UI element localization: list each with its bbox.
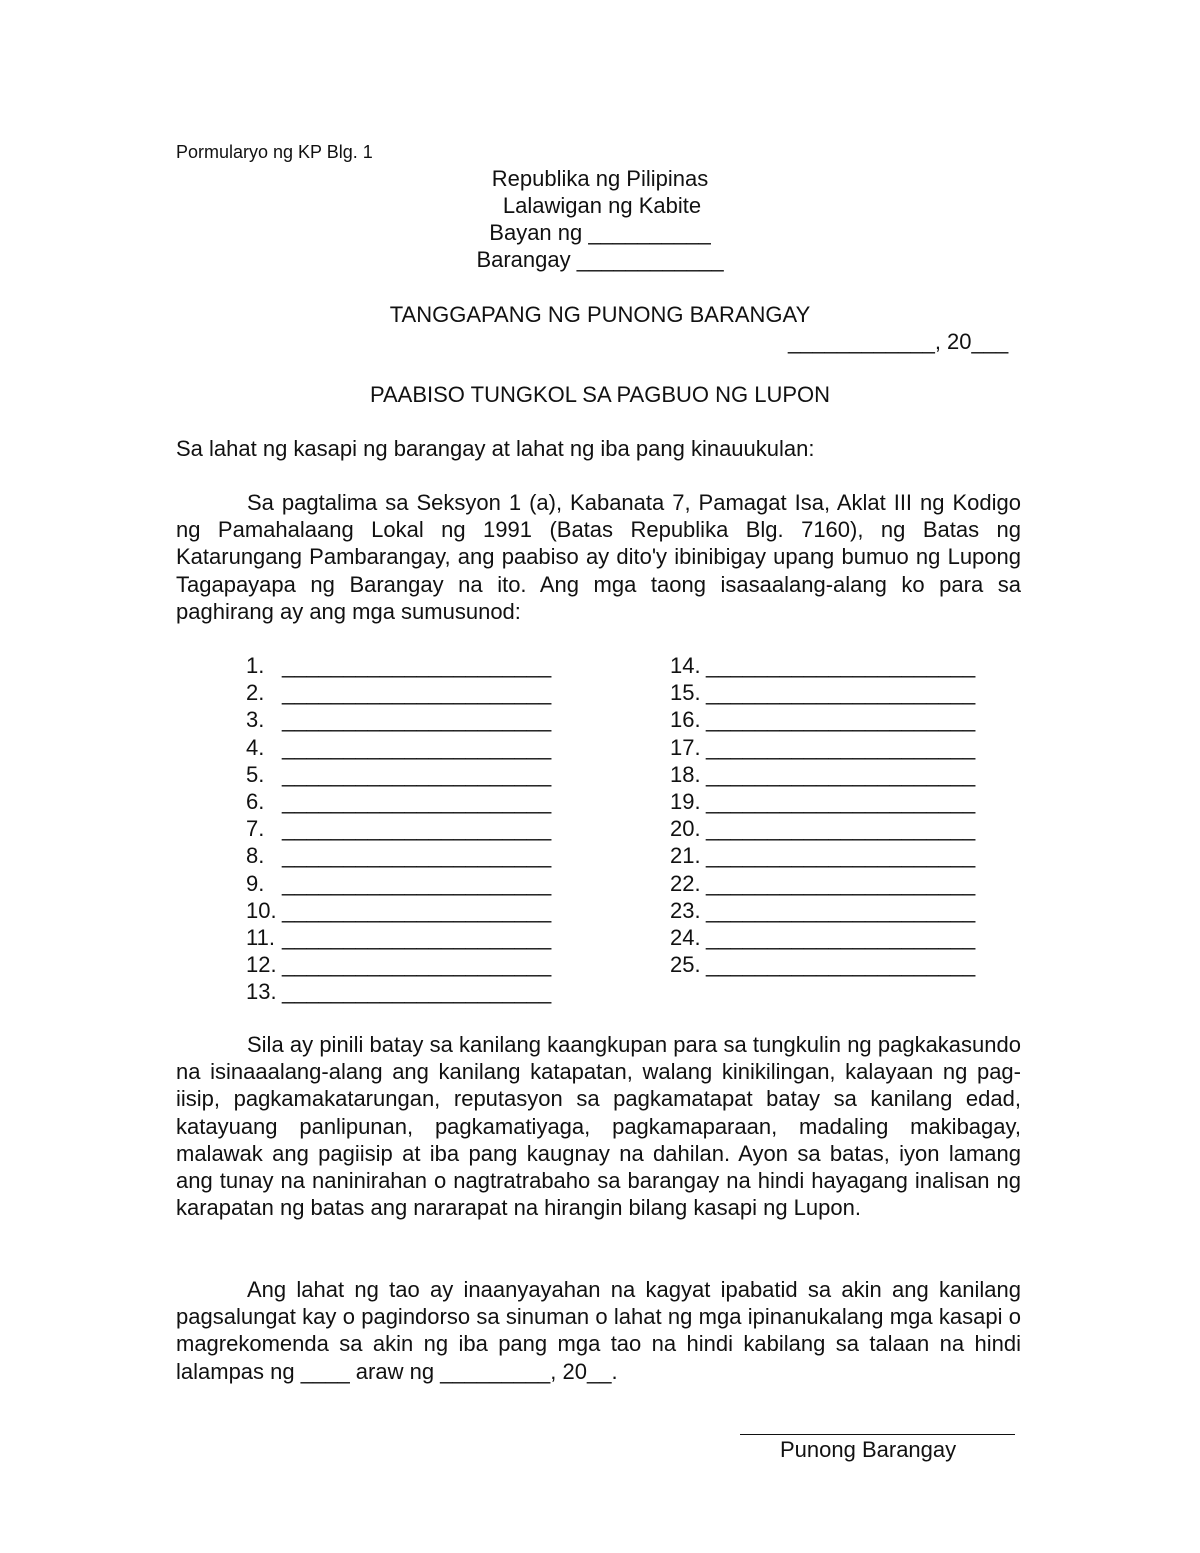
list-item-number: 2.	[246, 680, 265, 706]
list-item-blank: ______________________	[282, 734, 552, 760]
list-item-blank: ______________________	[706, 761, 976, 787]
list-item-number: 1.	[246, 653, 265, 678]
list-item-number: 13.	[246, 979, 277, 1005]
list-item-number: 22.	[670, 870, 701, 896]
list-item-number: 3.	[246, 707, 265, 733]
list-item-blank: ______________________	[282, 761, 552, 787]
list-item-blank: ______________________	[282, 816, 552, 842]
list-item-number: 9.	[246, 870, 265, 896]
paragraph-intro-text: Sa pagtalima sa Seksyon 1 (a), Kabanata 7, Pamagat Isa, Aklat III ng Kodigo ng Pamahalaang Lokal ng 1991 (Batas Republika Blg. 7160), ng Batas ng Katarungang Pambarangay, ang paabiso ay dito'y ibinibigay upang bumuo ng Lupong Tagapayapa ng Barangay na ito. Ang mga taong isasaalang-alang ko para sa paghirang ay ang mga sumusunod:	[176, 490, 1021, 624]
paragraph-criteria-text: Sila ay pinili batay sa kanilang kaangkupan para sa tungkulin ng pagkakasundo na isinaaalang-alang ang kanilang katapatan, walang kinikilingan, kalayaan ng pag-iisip, pagkamakatarungan, reputasyon sa pagkamatapat batay sa kanilang edad, katayuang panlipunan, pagkamatiyaga, pagkamaparaan, madaling makibagay, malawak ang pagiisip at iba pang kaugnay na dahilan. Ayon sa batas, iyon lamang ang tunay na naninirahan o nagtratrabaho sa barangay na hindi hayagang inalisan ng karapatan ng batas ang nararapat na hirangin bilang kasapi ng Lupon.	[176, 1032, 1021, 1221]
list-item-number: 24.	[670, 924, 701, 950]
list-item-number: 7.	[246, 816, 265, 842]
list-item-blank: ______________________	[706, 707, 976, 733]
list-item	[670, 652, 975, 679]
list-item-number: 10.	[246, 897, 277, 923]
list-item	[246, 761, 551, 788]
list-item-blank: ______________________	[282, 924, 552, 950]
list-item	[670, 924, 975, 951]
list-item-blank: ______________________	[282, 680, 552, 706]
signatory-title: Punong Barangay	[780, 1437, 957, 1462]
header-province: Lalawigan ng Kabite	[502, 193, 702, 218]
list-item	[246, 870, 551, 897]
list-item-blank: ______________________	[282, 788, 552, 814]
list-item-number: 11.	[246, 924, 275, 950]
list-item	[670, 761, 975, 788]
list-item-blank: ______________________	[282, 952, 552, 978]
list-item	[246, 897, 551, 924]
list-item-blank: ______________________	[706, 897, 976, 923]
list-item-number: 23.	[670, 897, 701, 923]
list-item	[246, 652, 551, 679]
paragraph-criteria	[176, 1031, 1021, 1221]
signature-line	[740, 1420, 1015, 1435]
form-number: Pormularyo ng KP Blg. 1	[176, 142, 373, 162]
list-item	[246, 788, 551, 815]
list-item-number: 15.	[670, 680, 701, 706]
date-line: ____________, 20___	[788, 329, 1009, 354]
list-item	[670, 679, 975, 706]
list-item	[670, 951, 975, 978]
list-item-number: 16.	[670, 707, 701, 733]
list-item-number: 19.	[670, 788, 701, 814]
list-item-blank: ______________________	[282, 897, 552, 923]
list-item-blank: ______________________	[282, 653, 552, 678]
nominee-list-left	[246, 652, 551, 1005]
list-item-blank: ______________________	[282, 979, 552, 1005]
list-item-blank: ______________________	[706, 816, 976, 842]
list-item-blank: ______________________	[706, 952, 976, 978]
list-item-number: 4.	[246, 734, 265, 760]
list-item-blank: ______________________	[282, 870, 552, 896]
header-municipality: Bayan ng __________	[489, 220, 711, 245]
list-item	[246, 734, 551, 761]
list-item-blank: ______________________	[706, 924, 976, 950]
list-item	[246, 815, 551, 842]
list-item-blank: ______________________	[706, 843, 976, 869]
nominee-list-right	[670, 652, 975, 978]
list-item-number: 5.	[246, 761, 265, 787]
header-republic: Republika ng Pilipinas	[491, 166, 709, 191]
list-item-blank: ______________________	[706, 788, 976, 814]
list-item-blank: ______________________	[282, 707, 552, 733]
list-item-number: 17.	[670, 734, 701, 760]
list-item	[670, 870, 975, 897]
list-item	[246, 842, 551, 869]
salutation: Sa lahat ng kasapi ng barangay at lahat ng iba pang kinauukulan:	[176, 436, 815, 461]
list-item	[670, 734, 975, 761]
list-item-blank: ______________________	[706, 653, 976, 678]
list-item-number: 20.	[670, 816, 701, 842]
header-barangay: Barangay ____________	[476, 247, 724, 272]
office-name: TANGGAPANG NG PUNONG BARANGAY	[389, 302, 811, 327]
paragraph-intro	[176, 489, 1021, 625]
list-item	[246, 978, 551, 1005]
list-item-blank: ______________________	[706, 734, 976, 760]
list-item-number: 18.	[670, 761, 701, 787]
list-item-number: 21.	[670, 843, 701, 869]
list-item-number: 25.	[670, 952, 701, 978]
list-item-blank: ______________________	[706, 870, 976, 896]
list-item	[246, 951, 551, 978]
list-item-number: 8.	[246, 843, 265, 869]
list-item	[670, 706, 975, 733]
list-item-number: 12.	[246, 952, 277, 978]
paragraph-invitation-text: Ang lahat ng tao ay inaanyayahan na kagyat ipabatid sa akin ang kanilang pagsalungat kay o pagindorso sa sinuman o lahat ng mga ipinanukalang mga kasapi o magrekomenda sa akin ng iba pang mga tao na hindi kabilang sa talaan na hindi lalampas ng ____ araw ng _________, 20__.	[176, 1277, 1021, 1384]
list-item	[246, 924, 551, 951]
list-item	[670, 897, 975, 924]
list-item-blank: ______________________	[706, 680, 976, 706]
list-item	[670, 788, 975, 815]
list-item-number: 14.	[670, 653, 701, 678]
list-item	[670, 815, 975, 842]
list-item-blank: ______________________	[282, 843, 552, 869]
list-item-number: 6.	[246, 788, 265, 814]
list-item	[246, 679, 551, 706]
document-title: PAABISO TUNGKOL SA PAGBUO NG LUPON	[369, 382, 831, 407]
paragraph-invitation	[176, 1276, 1021, 1385]
list-item	[670, 842, 975, 869]
list-item	[246, 706, 551, 733]
